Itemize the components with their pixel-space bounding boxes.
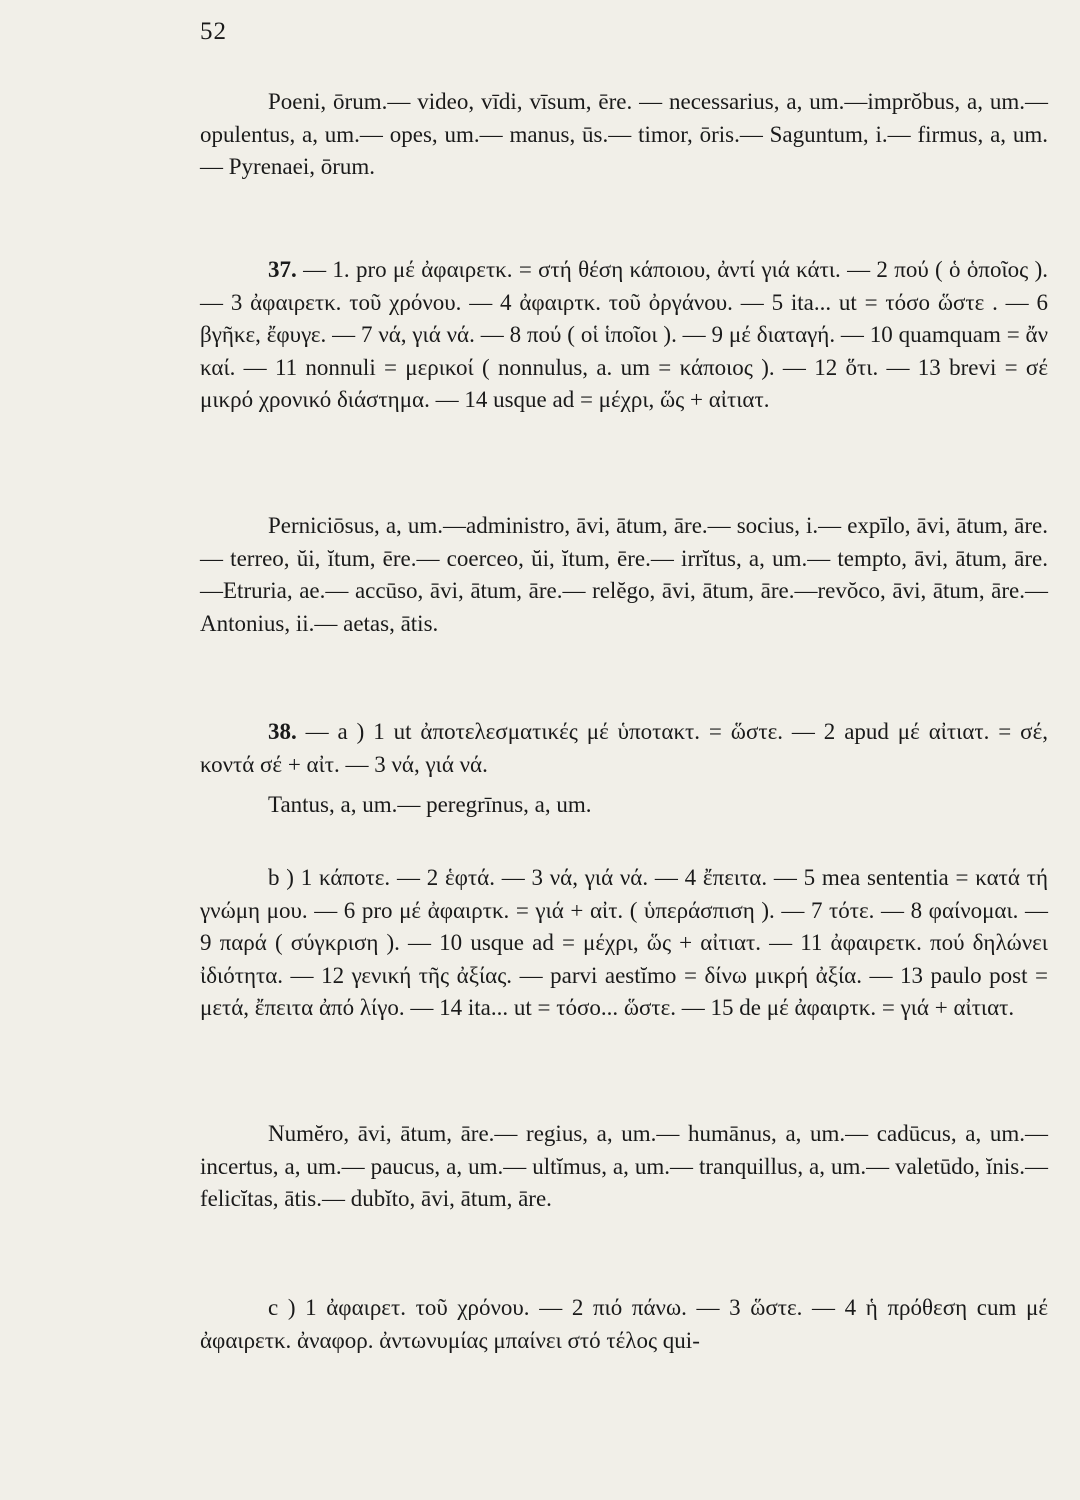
exercise-38-notes xyxy=(200,716,1048,781)
vocabulary-paragraph xyxy=(200,789,1048,822)
exercise-number: 37. xyxy=(268,257,297,282)
paragraph-text: Tantus, a, um.— peregrīnus, a, um. xyxy=(268,792,592,817)
page-number: 52 xyxy=(200,18,227,45)
paragraph-text: c ) 1 ἀφαιρετ. τοῦ χρόνου. — 2 πιό πάνω. — 3 ὥστε. — 4 ἡ πρόθεση cum μέ ἀφαιρετκ. ἀναφορ. ἀντωνυμίας μπαίνει στό τέλος qui- xyxy=(200,1295,1048,1353)
vocabulary-paragraph xyxy=(200,1118,1048,1216)
paragraph-text: Perniciōsus, a, um.—administro, āvi, ātum, āre.— socius, i.— expīlo, āvi, ātum, āre.— terreo, ŭi, ĭtum, ēre.— coerceo, ŭi, ĭtum, ēre.— irrĭtus, a, um.— tempto, āvi, ātum, āre.—Etruria, ae.— accūso, āvi, ātum, āre.— relĕgo, āvi, ātum, āre.—revŏco, āvi, ātum, āre.— Antonius, ii.— aetas, ātis. xyxy=(200,513,1048,636)
exercise-number: 38. xyxy=(268,719,297,744)
paragraph-text: — a ) 1 ut ἀποτελεσματικές μέ ὑποτακτ. = ὥστε. — 2 apud μέ αἰτιατ. = σέ, κοντά σέ + αἰτ. — 3 νά, γιά νά. xyxy=(200,719,1048,777)
paragraph-text: b ) 1 κάποτε. — 2 ἑφτά. — 3 νά, γιά νά. — 4 ἔπειτα. — 5 mea sententia = κατά τή γνώμη μου. — 6 pro μέ ἀφαιρτκ. = γιά + αἰτ. ( ὑπεράσπιση ). — 7 τότε. — 8 φαίνομαι. — 9 παρά ( σύγκριση ). — 10 usque ad = μέχρι, ὥς + αἰτιατ. — 11 ἀφαιρετκ. πού δηλώνει ἰδιότητα. — 12 γενική τῆς ἀξίας. — parvi aestĭmo = δίνω μικρή ἀξία. — 13 paulo post = μετά, ἔπειτα ἀπό λίγο. — 14 ita... ut = τόσο... ὥστε. — 15 de μέ ἀφαιρτκ. = γιά + αἰτιατ. xyxy=(200,865,1048,1020)
paragraph-text: Numĕro, āvi, ātum, āre.— regius, a, um.— humānus, a, um.— cadūcus, a, um.— incertus, a, um.— paucus, a, um.— ultĭmus, a, um.— tranquillus, a, um.— valetūdo, ĭnis.— felicĭtas, ātis.— dubĭto, āvi, ātum, āre. xyxy=(200,1121,1048,1211)
vocabulary-paragraph xyxy=(200,510,1048,640)
vocabulary-paragraph xyxy=(200,86,1048,184)
paragraph-text: — 1. pro μέ ἀφαιρετκ. = στή θέση κάποιου, ἀντί γιά κάτι. — 2 πού ( ὁ ὁποῖος ). — 3 ἀφαιρετκ. τοῦ χρόνου. — 4 ἀφαιρτκ. τοῦ ὀργάνου. — 5 ita... ut = τόσο ὥστε . — 6 βγῆκε, ἔφυγε. — 7 νά, γιά νά. — 8 πού ( οἱ ἱποῖοι ). — 9 μέ διαταγή. — 10 quamquam = ἄν καί. — 11 nonnuli = μερικοί ( nonnulus, a. um = κάποιος ). — 12 ὅτι. — 13 brevi = σέ μικρό χρονικό διάστημα. — 14 usque ad = μέχρι, ὥς + αἰτιατ. xyxy=(200,257,1048,412)
paragraph-text: Poeni, ōrum.— video, vīdi, vīsum, ēre. — necessarius, a, um.—imprŏbus, a, um.— opulentus, a, um.— opes, um.— manus, ūs.— timor, ōris.— Saguntum, i.— firmus, a, um.— Pyrenaei, ōrum. xyxy=(200,89,1048,179)
exercise-38c-notes xyxy=(200,1292,1048,1357)
exercise-37-notes xyxy=(200,254,1048,417)
exercise-38b-notes xyxy=(200,862,1048,1025)
